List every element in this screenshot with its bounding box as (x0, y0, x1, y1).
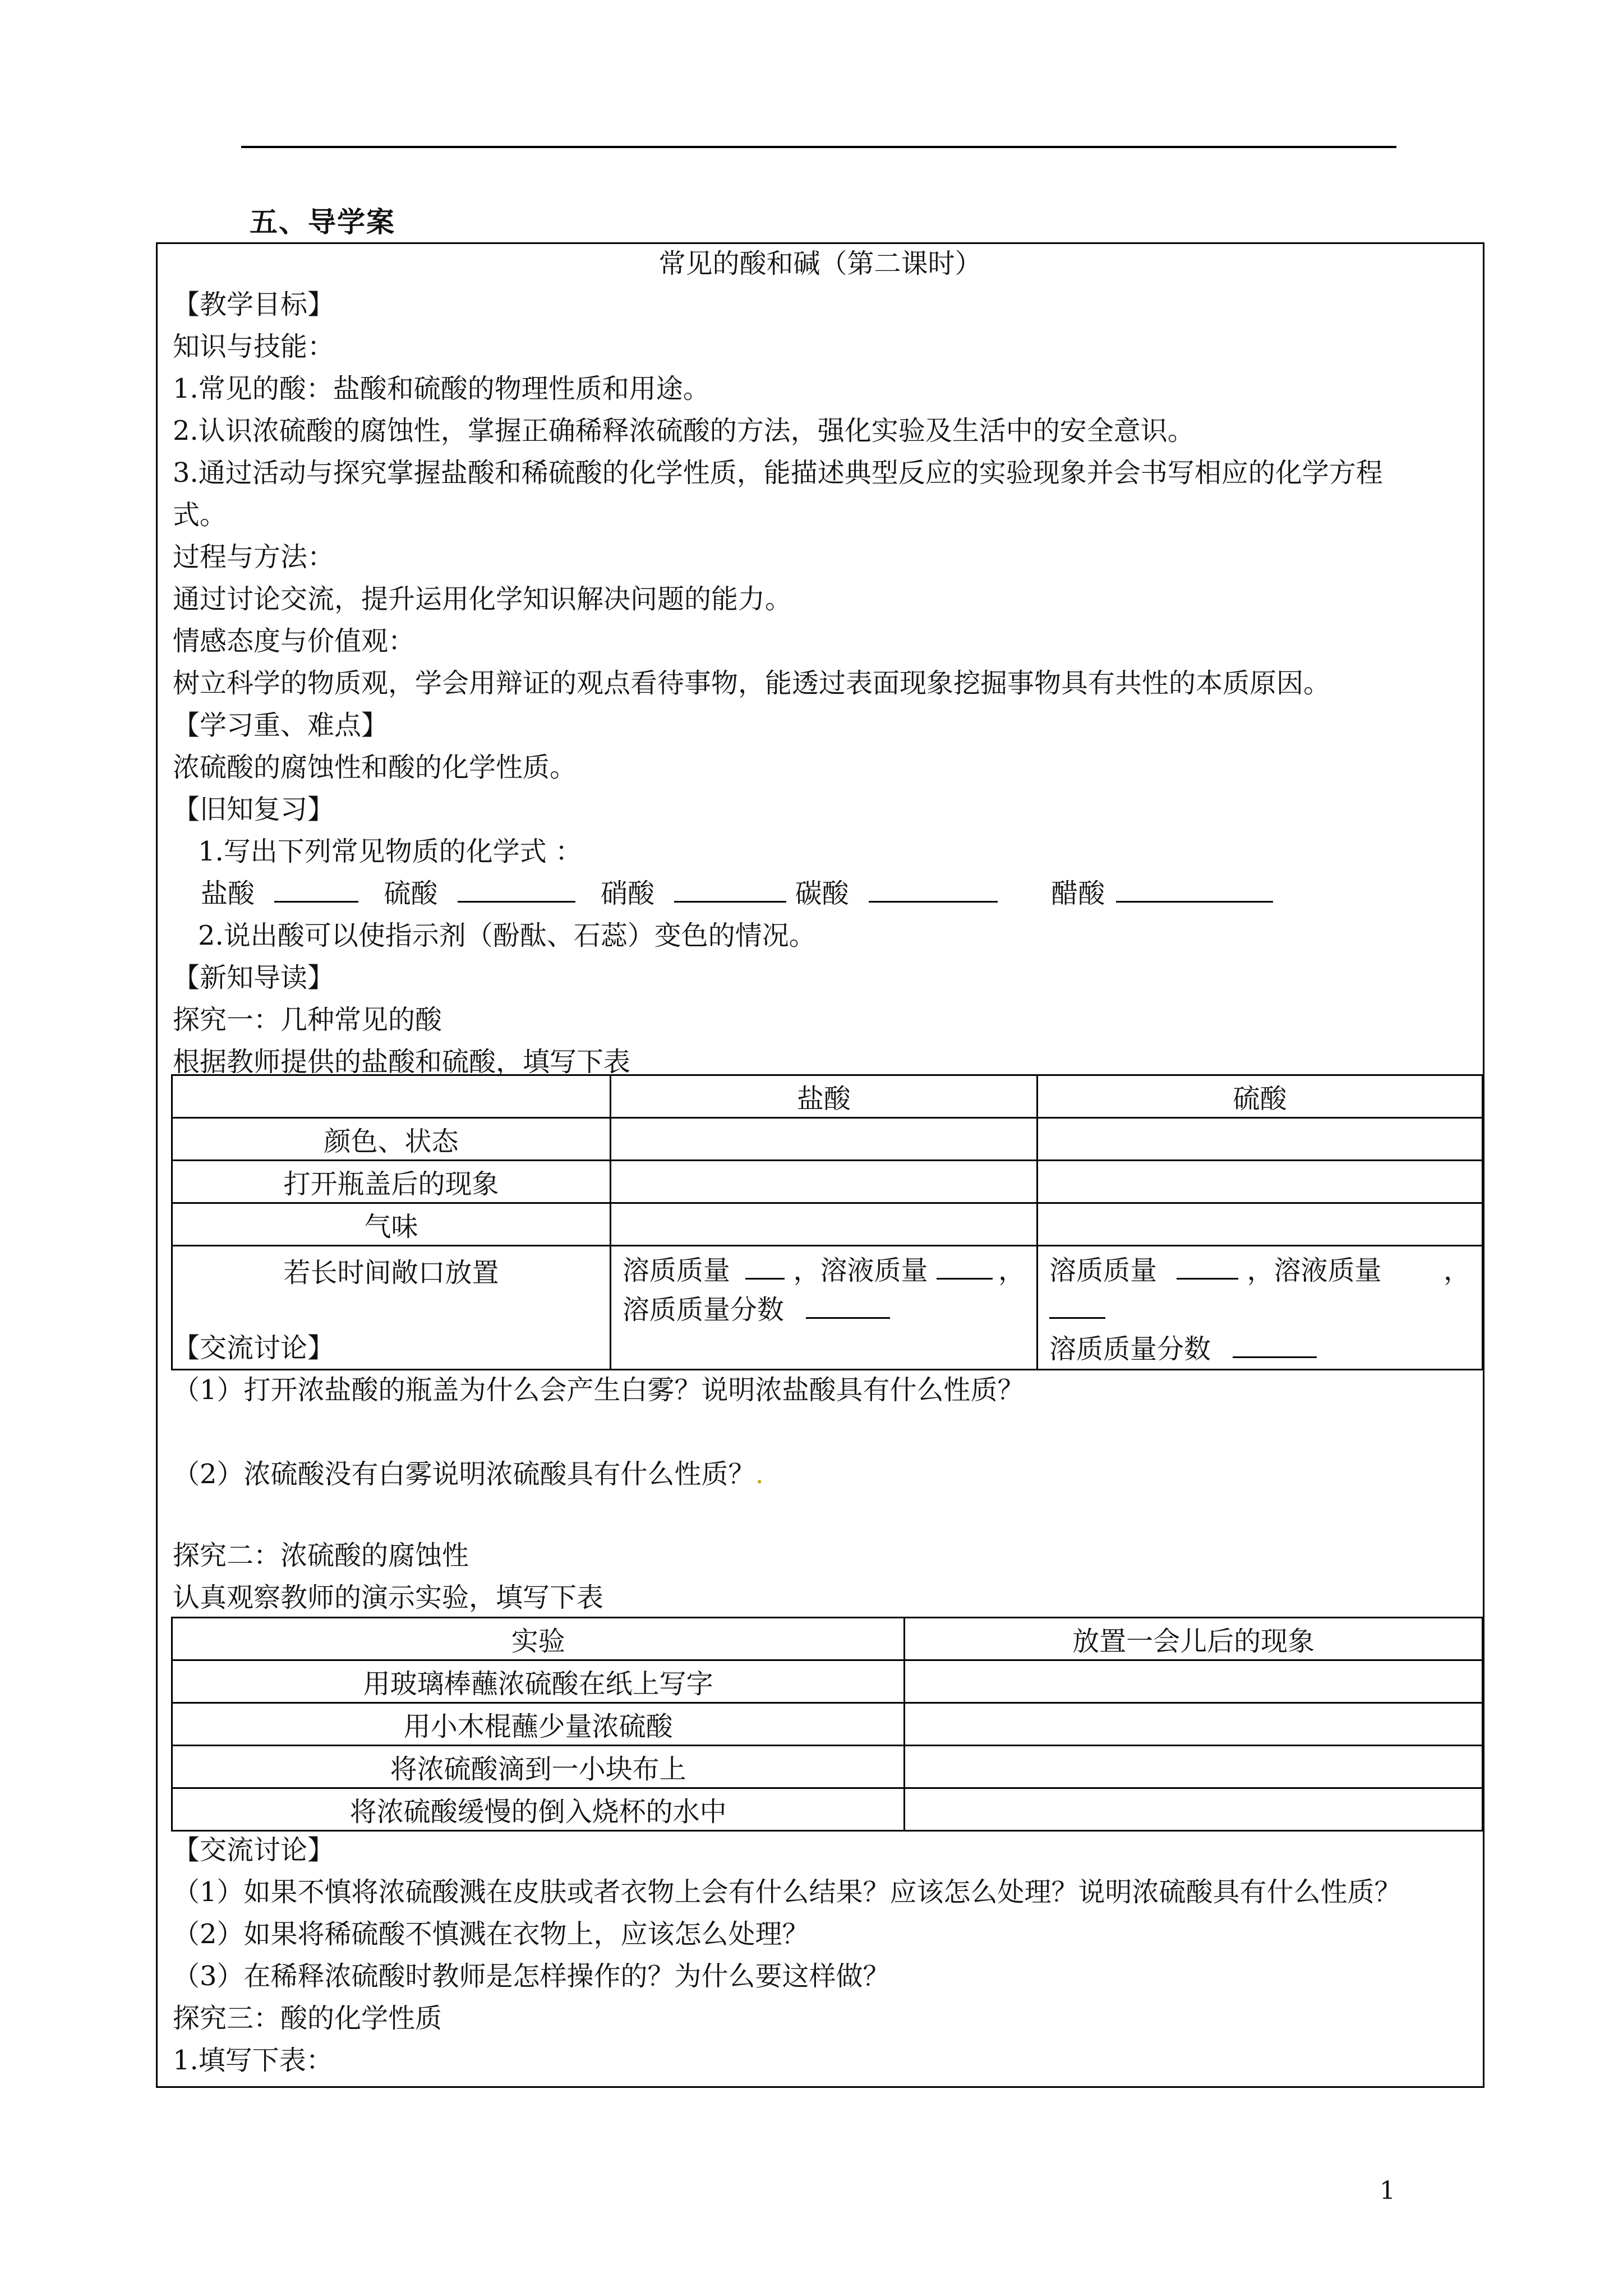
chem-name-h2co3: 碳酸 (795, 878, 849, 909)
discussion2-q1: （1）如果不慎将浓硫酸溅在皮肤或者衣物上会有什么结果？应该怎么处理？说明浓硫酸具有什么性质？ (173, 1876, 1401, 1908)
discussion1-q2-mark: . (755, 1458, 764, 1490)
solution-mass-blank[interactable] (937, 1255, 993, 1280)
goal-k1: 1.常见的酸：盐酸和硫酸的物理性质和用途。 (173, 373, 710, 404)
row-label-odor: 气味 (172, 1203, 611, 1246)
answer-cell[interactable] (905, 1788, 1483, 1831)
answer-cell[interactable] (610, 1203, 1037, 1246)
answer-cell[interactable] (1037, 1161, 1482, 1203)
open-exposure-h2so4-cell (1037, 1246, 1482, 1370)
solute-mass-blank[interactable] (745, 1255, 785, 1280)
explore2-title: 探究二：浓硫酸的腐蚀性 (173, 1540, 469, 1571)
new-knowledge-heading: 【新知导读】 (173, 962, 335, 993)
explore3-title: 探究三：酸的化学性质 (173, 2003, 442, 2034)
experiment-paper: 用玻璃棒蘸浓硫酸在纸上写字 (172, 1660, 905, 1703)
acid-properties-table (171, 1074, 1483, 1370)
key-points-heading: 【学习重、难点】 (173, 710, 389, 741)
answer-cell[interactable] (905, 1746, 1483, 1788)
key-points-text: 浓硫酸的腐蚀性和酸的化学性质。 (173, 752, 577, 783)
solution-mass-blank[interactable] (1049, 1295, 1105, 1319)
table-row (172, 1161, 1483, 1203)
table-row (172, 1746, 1483, 1788)
table-row (172, 1246, 1483, 1370)
formula-blanks-row (201, 878, 1273, 909)
worksheet-title: 常见的酸和碱（第二课时） (658, 248, 982, 279)
goal-k2: 2.认识浓硫酸的腐蚀性，掌握正确稀释浓硫酸的方法，强化实验及生活中的安全意识。 (173, 415, 1195, 447)
formula-blank-acetic[interactable] (1116, 878, 1273, 903)
answer-cell[interactable] (610, 1118, 1037, 1161)
explore1-title: 探究一：几种常见的酸 (173, 1004, 442, 1036)
mass-fraction-label: 溶质质量分数 (1049, 1333, 1211, 1365)
answer-cell[interactable] (610, 1161, 1037, 1203)
header-rule (241, 146, 1396, 148)
formula-blank-hno3[interactable] (674, 878, 786, 903)
table-row (172, 1703, 1483, 1746)
answer-cell[interactable] (905, 1703, 1483, 1746)
table-header-h2so4: 硫酸 (1037, 1075, 1482, 1118)
row-label-color-state: 颜色、状态 (172, 1118, 611, 1161)
answer-cell[interactable] (1037, 1118, 1482, 1161)
solution-mass-label: ，溶液质量 (793, 1255, 928, 1286)
explore2-instruction: 认真观察教师的演示实验，填写下表 (173, 1582, 604, 1613)
mass-fraction-label: 溶质质量分数 (622, 1294, 784, 1326)
discussion1-heading: 【交流讨论】 (173, 1332, 335, 1364)
row-label-open-long: 若长时间敞口放置 (172, 1246, 611, 1370)
discussion1-q2-line (173, 1458, 764, 1490)
table-row (172, 1203, 1483, 1246)
section-heading: 五、导学案 (250, 205, 395, 238)
mass-fraction-blank[interactable] (1233, 1334, 1317, 1358)
formula-blank-hcl[interactable] (274, 878, 358, 903)
table-row (172, 1660, 1483, 1703)
solute-mass-label: 溶质质量 (622, 1255, 730, 1286)
formula-blank-h2co3[interactable] (869, 878, 998, 903)
solution-mass-label: ，溶液质量 (1247, 1255, 1382, 1286)
discussion1-q2: （2）浓硫酸没有白雾说明浓硫酸具有什么性质？ (173, 1458, 755, 1490)
formula-blank-h2so4[interactable] (458, 878, 575, 903)
explore1-instruction: 根据教师提供的盐酸和硫酸，填写下表 (173, 1046, 631, 1078)
solute-mass-label: 溶质质量 (1049, 1255, 1157, 1286)
goal-k3b: 式。 (173, 499, 227, 531)
discussion2-q2: （2）如果将稀硫酸不慎溅在衣物上，应该怎么处理？ (173, 1918, 809, 1950)
comma: ， (998, 1255, 1025, 1286)
process-label: 过程与方法： (173, 541, 335, 573)
table-row (172, 1788, 1483, 1831)
goal-k3a: 3.通过活动与探究掌握盐酸和稀硫酸的化学性质，能描述典型反应的实验现象并会书写相应的化学方程 (173, 457, 1383, 489)
attitude-label: 情感态度与价值观： (173, 625, 416, 657)
review-q1: 1.写出下列常见物质的化学式 ： (198, 836, 583, 867)
solute-mass-blank[interactable] (1177, 1255, 1238, 1280)
table-header-blank (172, 1075, 611, 1118)
chem-name-h2so4: 硫酸 (384, 878, 438, 909)
review-q2: 2.说出酸可以使指示剂（酚酞、石蕊）变色的情况。 (198, 920, 816, 951)
discussion2-heading: 【交流讨论】 (173, 1834, 335, 1866)
table-row (172, 1618, 1483, 1660)
chem-name-hno3: 硝酸 (601, 878, 655, 909)
explore3-step1: 1.填写下表： (173, 2045, 333, 2076)
review-heading: 【旧知复习】 (173, 794, 335, 825)
mass-fraction-blank[interactable] (806, 1295, 890, 1319)
answer-cell[interactable] (1037, 1203, 1482, 1246)
experiment-cloth: 将浓硫酸滴到一小块布上 (172, 1746, 905, 1788)
experiment-wood: 用小木棍蘸少量浓硫酸 (172, 1703, 905, 1746)
table-row (172, 1118, 1483, 1161)
goals-heading: 【教学目标】 (173, 289, 335, 320)
discussion1-q1: （1）打开浓盐酸的瓶盖为什么会产生白雾？说明浓盐酸具有什么性质？ (173, 1374, 1025, 1406)
corrosion-table (171, 1617, 1483, 1832)
chem-name-hcl: 盐酸 (201, 878, 255, 909)
page-number: 1 (1380, 2177, 1395, 2205)
table-header-experiment: 实验 (172, 1618, 905, 1660)
knowledge-label: 知识与技能： (173, 331, 335, 362)
row-label-open-cap: 打开瓶盖后的现象 (172, 1161, 611, 1203)
process-text: 通过讨论交流，提升运用化学知识解决问题的能力。 (173, 583, 792, 615)
comma: ， (1443, 1255, 1470, 1286)
table-header-hcl: 盐酸 (610, 1075, 1037, 1118)
table-header-phenomenon: 放置一会儿后的现象 (905, 1618, 1483, 1660)
discussion2-q3: （3）在稀释浓硫酸时教师是怎样操作的？为什么要这样做？ (173, 1961, 890, 1992)
chem-name-acetic: 醋酸 (1051, 878, 1105, 909)
open-exposure-hcl-cell (610, 1246, 1037, 1370)
answer-cell[interactable] (905, 1660, 1483, 1703)
experiment-dilute: 将浓硫酸缓慢的倒入烧杯的水中 (172, 1788, 905, 1831)
attitude-text: 树立科学的物质观，学会用辩证的观点看待事物，能透过表面现象挖掘事物具有共性的本质原因。 (173, 668, 1331, 699)
table-row (172, 1075, 1483, 1118)
